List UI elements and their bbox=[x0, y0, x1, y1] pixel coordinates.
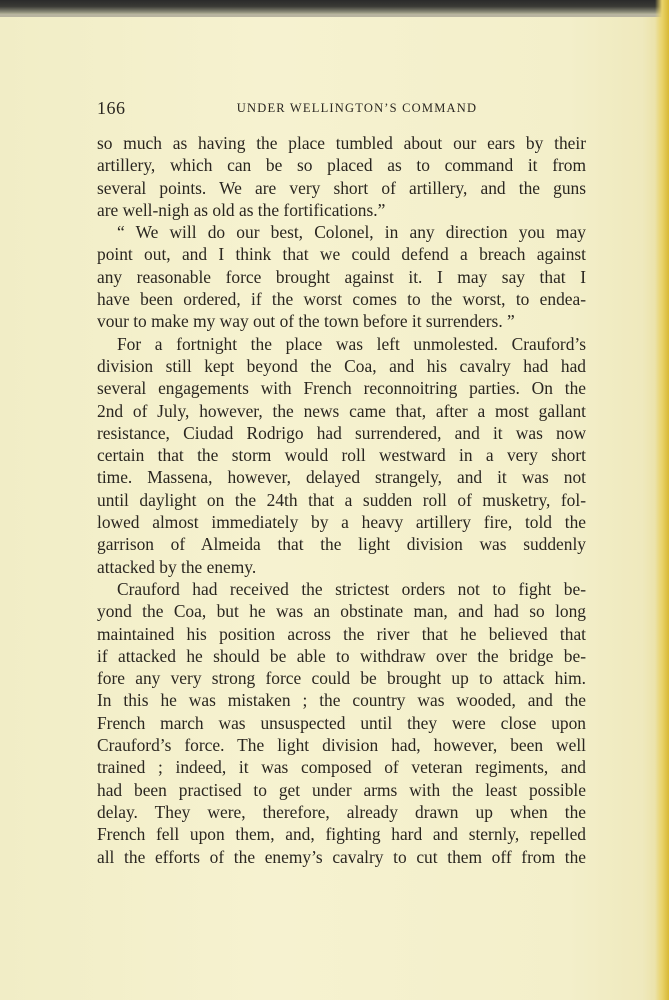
text-line: Crauford’s force. The light division had, however, been well bbox=[97, 735, 586, 756]
text-line: division still kept beyond the Coa, and his cavalry had had bbox=[97, 355, 586, 376]
text-line: resistance, Ciudad Rodrigo had surrendered, and it was now bbox=[97, 422, 586, 443]
text-line: vour to make my way out of the town before it surrenders. ” bbox=[97, 311, 515, 332]
page-header bbox=[97, 98, 587, 122]
text-line: all the efforts of the enemy’s cavalry to cut them off from the bbox=[97, 846, 586, 867]
text-line: fore any very strong force could be brought up to attack him. bbox=[97, 668, 586, 689]
text-line: had been practised to get under arms with the least possible bbox=[97, 779, 586, 800]
text-line: “ We will do our best, Colonel, in any direction you may bbox=[117, 222, 586, 243]
text-line: point out, and I think that we could defend a breach against bbox=[97, 244, 586, 265]
text-line: if attacked he should be able to withdraw over the bridge be- bbox=[97, 645, 586, 666]
page-top-rule bbox=[0, 14, 669, 17]
text-line: garrison of Almeida that the light division was suddenly bbox=[97, 534, 586, 555]
text-line: several engagements with French reconnoitring parties. On the bbox=[97, 378, 586, 399]
text-line: French march was unsuspected until they were close upon bbox=[97, 712, 586, 733]
text-line: artillery, which can be so placed as to command it from bbox=[97, 155, 586, 176]
text-line: until daylight on the 24th that a sudden roll of musketry, fol- bbox=[97, 489, 586, 510]
text-line: lowed almost immediately by a heavy artillery fire, told the bbox=[97, 512, 586, 533]
text-line: 2nd of July, however, the news came that, after a most gallant bbox=[97, 400, 586, 421]
text-line: French fell upon them, and, fighting hard and sternly, repelled bbox=[97, 824, 586, 845]
body-text bbox=[97, 132, 586, 868]
text-line: For a fortnight the place was left unmolested. Crauford’s bbox=[117, 333, 586, 354]
text-line: certain that the storm would roll westward in a very short bbox=[97, 445, 586, 466]
text-line: delay. They were, therefore, already drawn up when the bbox=[97, 801, 586, 822]
text-line: are well-nigh as old as the fortifications.” bbox=[97, 199, 386, 220]
page-right-edge bbox=[655, 0, 669, 1000]
text-line: yond the Coa, but he was an obstinate man, and had so long bbox=[97, 601, 586, 622]
text-line: maintained his position across the river that he believed that bbox=[97, 623, 586, 644]
text-line: any reasonable force brought against it. I may say that I bbox=[97, 266, 586, 287]
text-line: trained ; indeed, it was composed of veteran regiments, and bbox=[97, 757, 586, 778]
text-line: time. Massena, however, delayed strangely, and it was not bbox=[97, 467, 586, 488]
text-line: several points. We are very short of artillery, and the guns bbox=[97, 177, 586, 198]
text-line: have been ordered, if the worst comes to the worst, to endea- bbox=[97, 289, 586, 310]
text-line: In this he was mistaken ; the country was wooded, and the bbox=[97, 690, 586, 711]
text-line: Crauford had received the strictest orders not to fight be- bbox=[117, 578, 586, 599]
page-number: 166 bbox=[97, 98, 126, 118]
running-head: UNDER WELLINGTON’S COMMAND bbox=[236, 101, 478, 115]
text-line: attacked by the enemy. bbox=[97, 556, 257, 577]
text-line: so much as having the place tumbled about our ears by their bbox=[97, 133, 586, 153]
